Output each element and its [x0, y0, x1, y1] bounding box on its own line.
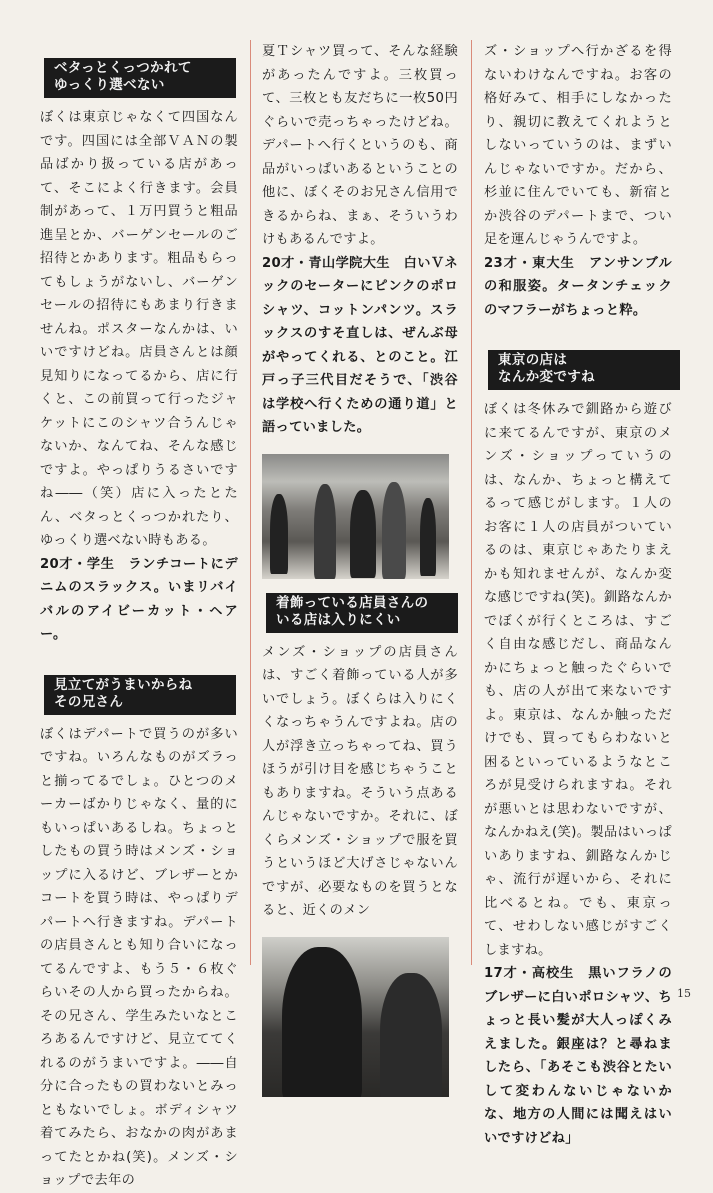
interview-paragraph: ぼくは東京じゃなくて四国なんです。四国には全部ＶＡＮの製品ばかり扱っている店があって、そこによく行きます。会員制があって、１万円買うと粗品進呈とか、バーゲンセールのご招待とかあります。粗品もらってもしょうがないし、バーゲンセールの招待にもあまり行きませんね。ポスターなんかは、いいですけどね。店員さんとは顔見知りになってるから、店に行くと、この前買って行ったジャケットにこのシャツ合うんじゃないか、なんてね、そんな感じですよ。やっぱりうるさいですね――（笑）店に入ったとたん、ベタっとくっつかれたり、ゆっくり選べない時もある。	[40, 110, 238, 548]
interview-paragraph: ズ・ショップへ行かざるを得ないわけなんですね。お客の格好みて、相手にしなかったり、親切に教えてくれようとしないっていうのは、まずいんじゃないですか。だから、杉並に住んでいても、新宿とか渋谷のデパートまで、つい足を運んじゃうんですよ。	[484, 44, 672, 247]
interviewee-caption: 20才・学生 ランチコートにデニムのスラックス。いまリバイバルのアイビーカット・ヘアー。	[40, 556, 238, 642]
interviewee-caption: 17才・高校生 黒いフラノのブレザーに白いポロシャツ、ちょっと長い髪が大人っぽくみえました。銀座は？と尋ねましたら、「あそこも渋谷とたいして変わんないじゃないかな、地方の人間には聞えはいいですけどね」	[484, 966, 672, 1146]
column-3	[484, 40, 672, 1150]
interview-paragraph: ぼくは冬休みで釧路から遊びに来てるんですが、東京のメンズ・ショップっていうのは、なんか、ちょっと構えてるって感じがします。１人のお客に１人の店員がついているのは、東京じゃあたりまえかも知れませんが、なんか変な感じですね(笑)。釧路なんかでぼくが行くところは、すごく自由な感じだし、商品なんかにちょっと触ったぐらいでも、店の人が出て来ないですよ。東京は、なんか触っただけでも、買ってもらわないと困るといっているようなところが見受けられますね。それが悪いとは思わないですが、なんかねえ(笑)。製品はいっぱいありますね、釧路なんかじゃ、流行が遅いから、それに比べるとね。でも、東京って、せわしない感じがすごくしますね。	[484, 402, 672, 958]
street-crowd-photo	[262, 454, 449, 579]
column-divider	[471, 40, 472, 965]
interview-paragraph: 夏Ｔシャツ買って、そんな経験があったんですよ。三枚買って、三枚とも友だちに一枚50円ぐらいで売っちゃったけどね。デパートへ行くというのも、商品がいっぱいあるということの他に、ぼくそのお兄さん信用できるからね、まぁ、そういうわけもあるんですよ。	[262, 44, 458, 247]
section-heading: 着飾っている店員さんの いる店は入りにくい	[266, 593, 458, 633]
section-heading: 東京の店は なんか変ですね	[488, 350, 680, 390]
section-heading: ベタっとくっつかれて ゆっくり選べない	[44, 58, 236, 98]
column-divider	[250, 40, 251, 965]
interviewee-caption: 23才・東大生 アンサンブルの和服姿。タータンチェックのマフラーがちょっと粋。	[484, 255, 672, 318]
section-heading: 見立てがうまいからね その兄さん	[44, 675, 236, 715]
interview-paragraph: メンズ・ショップの店員さんは、すごく着飾っている人が多いでしょう。ぼくらは入りにくくなっちゃうんですよね。店の人が浮き立っちゃってね、買うほうが引け目を感じちゃうこともありますね。そういう点あるんじゃないですか。それに、ぼくらメンズ・ショップで服を買うというほど大げさじゃないんですが、必要なものを買うとなると、近くのメン	[262, 644, 458, 918]
interview-paragraph: ぼくはデパートで買うのが多いですね。いろんなものがズラっと揃ってるでしょ。ひとつのメーカーばかりじゃなく、量的にもいっぱいあるしね。ちょっとしたもの買う時はメンズ・ショップに入るけど、ブレザーとかコートを買う時は、やっぱりデパートへ行きますね。デパートの店員さんとも知り合いになってるんですよ、もう５・６枚ぐらいその人から買ったからね。その兄さん、学生みたいなところあるんですけど、見立ててくれるのがうまいですよ。――自分に合ったもの買わないとみっともないでしょ。ボディシャツ着てみたら、おなかの肉があまってたとかね(笑)。メンズ・ショップで去年の	[40, 726, 238, 1188]
interviewee-caption: 20才・青山学院大生 白いＶネックのセーターにピンクのポロシャツ、コットンパンツ。スラックスのすそ直しは、ぜんぶ母がやってくれる、とのこと。江戸っ子三代目だそうで、「渋谷は学校へ行くための通り道」と語っていました。	[262, 255, 459, 435]
column-2	[262, 40, 458, 1109]
page-number: 15	[677, 987, 691, 1000]
column-1	[40, 40, 238, 1193]
